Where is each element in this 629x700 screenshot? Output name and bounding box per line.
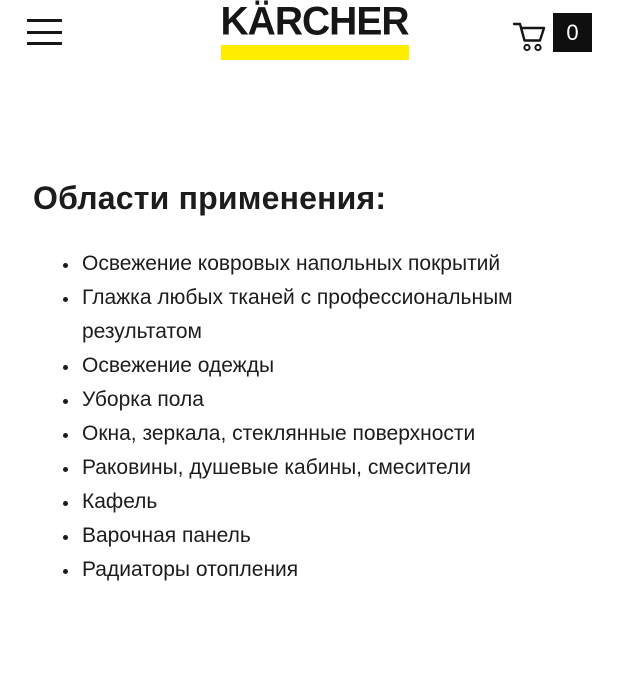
list-item: • Уборка пола [80,383,599,417]
list-item: • Раковины, душевые кабины, смесители [80,451,599,485]
cart-icon [512,18,548,56]
list-item: • Освежение одежды [80,349,599,383]
list-item: • Глажка любых тканей с профессиональным результатом [80,281,599,349]
cart-button[interactable] [512,13,592,56]
logo-yellow-bar [221,45,409,60]
application-areas-list [33,247,599,587]
hamburger-menu-button[interactable] [27,19,62,45]
karcher-logo[interactable] [221,2,409,60]
list-item: • Освежение ковровых напольных покрытий [80,247,599,281]
hamburger-icon [27,42,62,45]
list-item: • Радиаторы отопления [80,553,599,587]
hamburger-icon [27,19,62,22]
site-header [0,0,629,70]
list-item: • Кафель [80,485,599,519]
cart-count-badge: 0 [553,13,592,52]
logo-text: KÄRCHER [220,0,409,44]
hamburger-icon [27,31,62,34]
page-title: Области применения: [33,180,387,216]
main-content [0,180,629,587]
list-item: • Варочная панель [80,519,599,553]
list-item: • Окна, зеркала, стеклянные поверхности [80,417,599,451]
